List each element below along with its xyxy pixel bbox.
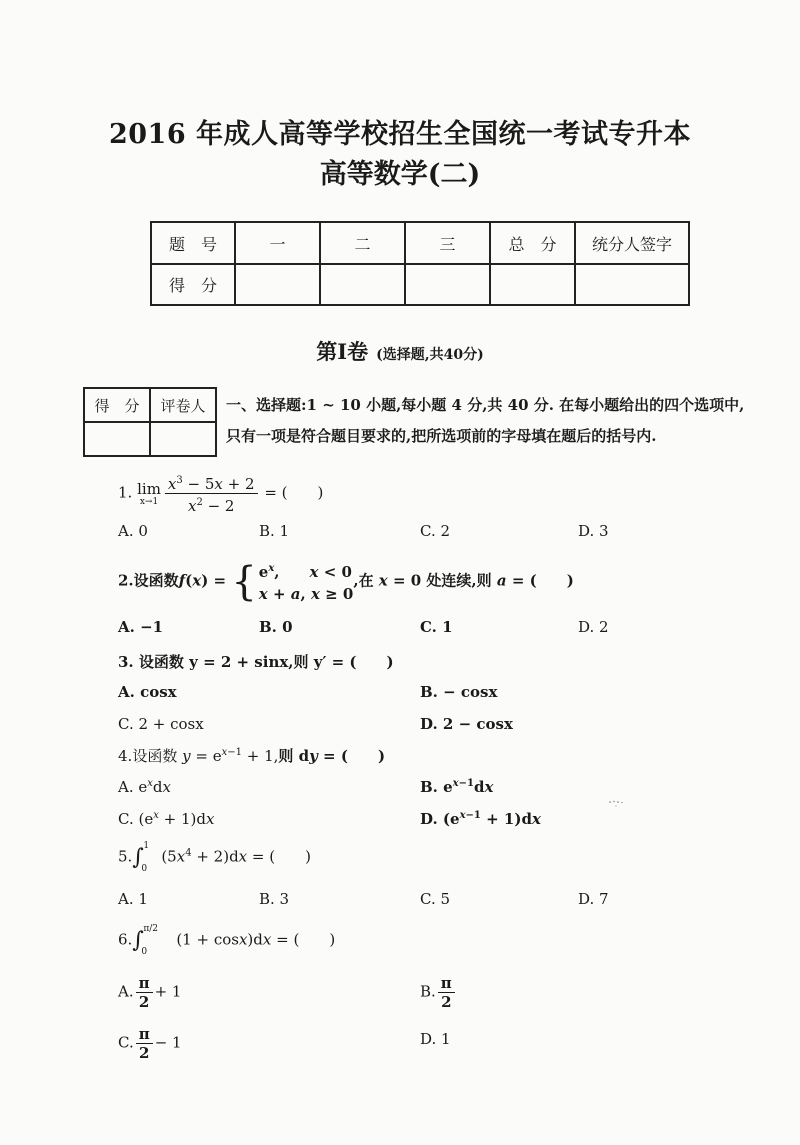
q5-option-a: A. 1 [118, 890, 148, 908]
option-letter: A. [118, 982, 134, 1001]
section-subtitle: (选择题,共40分) [376, 347, 484, 363]
question-number: 4. [118, 747, 133, 765]
score-header-total: 总 分 [490, 222, 575, 264]
fraction: $\frac{x^3 - 5x + 2}{x^2 - 2}$ [165, 472, 258, 515]
q5-option-c: C. 5 [420, 890, 451, 908]
integral-symbol: ∫ π/2 0 [132, 924, 158, 957]
q4-option-a: A. $e^xdx$ [118, 778, 171, 796]
q5-option-d: D. 7 [578, 890, 609, 908]
exam-subtitle: 高等数学(二) [319, 159, 481, 190]
q6-option-d: D. 1 [420, 1030, 451, 1048]
q1-option-d: D. 3 [578, 522, 609, 540]
question-number: 5. [118, 847, 133, 866]
score-cell [490, 264, 575, 305]
fraction: $\frac{\pi}{2}$ [136, 974, 153, 1011]
score-header-part1: 一 [235, 222, 320, 264]
section-title: 第Ⅰ卷 [316, 339, 369, 364]
question-2: 2.设函数f(x) = { $e^x$, x < 0 x + a, x ≥ 0 ,在 x = 0 处连续,则 a = ( ) [118, 558, 574, 605]
grader-table [83, 387, 217, 457]
q6-option-c: C. $\frac{\pi}{2}$ − 1 [118, 1025, 182, 1062]
score-cell [235, 264, 320, 305]
question-4: 4.设函数 $y = e^{x-1} + 1$,则 dy = ( ) [118, 747, 386, 765]
score-row-label: 得 分 [151, 264, 235, 305]
option-letter: A. [118, 778, 134, 796]
q3-option-a: A. cosx [118, 683, 177, 701]
option-letter: B. [420, 778, 438, 796]
q6-option-b [420, 974, 457, 1011]
limit-symbol: lim x→1 [137, 480, 161, 507]
q2-option-d: D. 2 [578, 618, 609, 636]
question-number: 2. [118, 571, 134, 590]
score-table [150, 221, 690, 306]
q4-option-d: D. $(e^{x-1} + 1)dx$ [420, 810, 541, 828]
integral-symbol: ∫ 1 0 [132, 841, 150, 874]
q2-option-c: C. 1 [420, 618, 453, 636]
score-header-label: 题 号 [151, 222, 235, 264]
grader-score-label: 得 分 [84, 388, 150, 422]
score-header-signature: 统分人签字 [575, 222, 689, 264]
score-cell [405, 264, 490, 305]
scan-specks [608, 800, 624, 808]
piecewise-function: { $e^x$, x < 0 x + a, x ≥ 0 [231, 558, 354, 605]
q3-option-b: B. − cosx [420, 683, 498, 701]
option-letter: D. [420, 810, 438, 828]
section-heading [0, 336, 800, 366]
fraction: $\frac{\pi}{2}$ [438, 974, 455, 1011]
q2-option-b: B. 0 [259, 618, 293, 636]
score-header-part2: 二 [320, 222, 405, 264]
question-6: 6.∫ π/2 0 (1 + cosx)dx = ( ) [118, 924, 336, 957]
question-text: 设函数 [133, 571, 179, 590]
question-text: 设函数 [132, 747, 178, 765]
question-number: 3. [118, 653, 134, 671]
exam-title: 2016 年成人高等学校招生全国统一考试专升本 [108, 119, 692, 150]
q5-option-b: B. 3 [259, 890, 290, 908]
question-5: 5.∫ 1 0 $(5x^4 + 2)dx$ = ( ) [118, 841, 311, 874]
score-header-part3: 三 [405, 222, 490, 264]
grader-reviewer-label: 评卷人 [150, 388, 216, 422]
q6-option-a: A. $\frac{\pi}{2}$ + 1 [118, 974, 182, 1011]
score-cell [575, 264, 689, 305]
q1-option-c: C. 2 [420, 522, 451, 540]
q3-option-c: C. 2 + cosx [118, 715, 204, 733]
q2-option-a: A. −1 [118, 618, 164, 636]
question-number: 1. [118, 483, 133, 502]
grader-cell [150, 422, 216, 456]
question-number: 6. [118, 930, 133, 949]
option-letter: C. [118, 810, 134, 828]
option-letter: C. [118, 1033, 134, 1052]
q4-option-b: B. $e^{x-1}dx$ [420, 778, 494, 796]
instructions: 一、选择题:1 ~ 10 小题,每小题 4 分,共 40 分. 在每小题给出的四个选项中,只有一项是符合题目要求的,把所选项前的字母填在题后的括号内. [226, 396, 745, 445]
q4-option-c: C. $(e^x + 1)dx$ [118, 810, 215, 828]
question-3 [118, 651, 394, 672]
q3-option-d: D. 2 − cosx [420, 715, 513, 733]
fraction: $\frac{\pi}{2}$ [136, 1025, 153, 1062]
question-text: 设函数 y = 2 + sinx,则 y′ = ( ) [138, 653, 394, 671]
grader-cell [84, 422, 150, 456]
score-cell [320, 264, 405, 305]
option-letter: B. [420, 982, 436, 1001]
question-1: 1. lim x→1 $\frac{x^3 - 5x + 2}{x^2 - 2}$ = ( ) [118, 472, 323, 515]
q1-option-a: A. 0 [118, 522, 148, 540]
q1-option-b: B. 1 [259, 522, 290, 540]
